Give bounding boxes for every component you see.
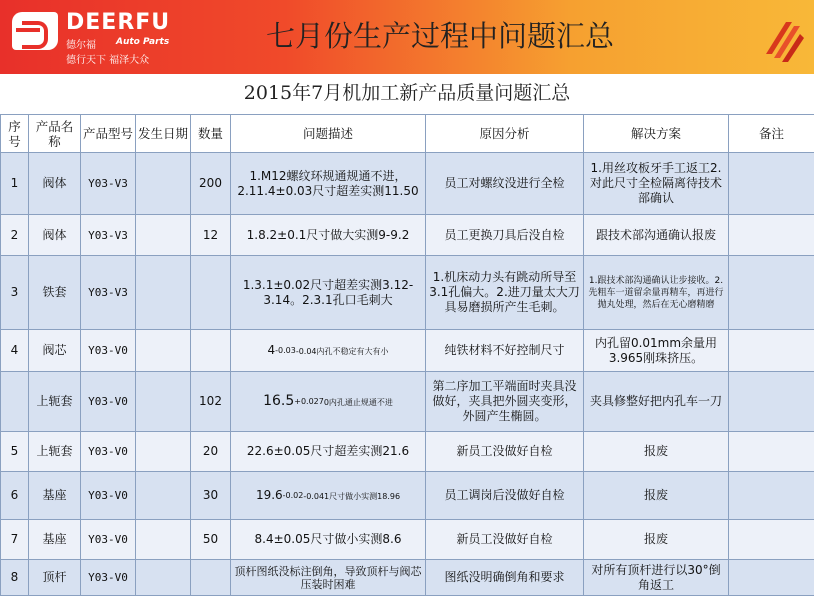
cell-model: Y03-V0 bbox=[81, 432, 136, 472]
table-row bbox=[1, 560, 814, 596]
cell-date bbox=[136, 256, 191, 330]
cell-note bbox=[729, 432, 814, 472]
table-row bbox=[1, 256, 814, 330]
cell-name: 基座 bbox=[29, 520, 81, 560]
table-row bbox=[1, 330, 814, 372]
cell-no: 7 bbox=[1, 520, 29, 560]
desc-tolerance-lower: -0.04内孔不稳定有大有小 bbox=[295, 346, 389, 356]
cell-desc bbox=[231, 472, 426, 520]
cell-model: Y03-V0 bbox=[81, 520, 136, 560]
cell-name: 上轭套 bbox=[29, 432, 81, 472]
desc-tolerance-lower: 0内孔通止规通不进 bbox=[323, 397, 393, 407]
cell-cause: 纯铁材料不好控制尺寸 bbox=[426, 330, 584, 372]
cell-desc bbox=[231, 372, 426, 432]
col-header-qty: 数量 bbox=[191, 115, 231, 153]
cell-date bbox=[136, 520, 191, 560]
cell-date bbox=[136, 372, 191, 432]
desc-base: 16.5 bbox=[263, 392, 295, 409]
cell-no: 6 bbox=[1, 472, 29, 520]
cell-cause: 新员工没做好自检 bbox=[426, 520, 584, 560]
col-header-cause: 原因分析 bbox=[426, 115, 584, 153]
cell-qty bbox=[191, 560, 231, 596]
cell-no: 8 bbox=[1, 560, 29, 596]
cell-solution: 1.用丝攻板牙手工返工2.对此尺寸全检隔离待技术部确认 bbox=[584, 153, 729, 215]
desc-tolerance-upper: -0.02 bbox=[282, 490, 304, 500]
cell-cause: 图纸没明确倒角和要求 bbox=[426, 560, 584, 596]
cell-cause: 员工调岗后没做好自检 bbox=[426, 472, 584, 520]
cell-desc: 1.3.1±0.02尺寸超差实测3.12-3.14。2.3.1孔口毛刺大 bbox=[231, 256, 426, 330]
cell-solution: 1.跟技术部沟通确认让步接收。2.先粗车一道留余量再精车，再进行抛丸处理，然后在无心磨精磨 bbox=[584, 256, 729, 330]
table-row bbox=[1, 372, 814, 432]
cell-name: 阀芯 bbox=[29, 330, 81, 372]
logo-emblem-icon bbox=[12, 12, 58, 50]
cell-note bbox=[729, 215, 814, 256]
cell-model: Y03-V3 bbox=[81, 256, 136, 330]
cell-cause: 新员工没做好自检 bbox=[426, 432, 584, 472]
cell-solution: 内孔留0.01mm余量用3.965刚珠挤压。 bbox=[584, 330, 729, 372]
cell-desc: 1.M12螺纹环规通规通不进，2.11.4±0.03尺寸超差实测11.50 bbox=[231, 153, 426, 215]
cell-name: 阀体 bbox=[29, 215, 81, 256]
cell-qty: 102 bbox=[191, 372, 231, 432]
col-header-note: 备注 bbox=[729, 115, 814, 153]
cell-no: 4 bbox=[1, 330, 29, 372]
cell-desc: 8.4±0.05尺寸做小实测8.6 bbox=[231, 520, 426, 560]
cell-model: Y03-V0 bbox=[81, 472, 136, 520]
table-row bbox=[1, 432, 814, 472]
cell-solution: 报废 bbox=[584, 472, 729, 520]
desc-tolerance-upper: +0.027 bbox=[294, 396, 324, 406]
cell-model: Y03-V0 bbox=[81, 372, 136, 432]
cell-date bbox=[136, 153, 191, 215]
cell-solution: 跟技术部沟通确认报废 bbox=[584, 215, 729, 256]
cell-no: 2 bbox=[1, 215, 29, 256]
cell-note bbox=[729, 330, 814, 372]
cell-desc: 1.8.2±0.1尺寸做大实测9-9.2 bbox=[231, 215, 426, 256]
cell-no: 3 bbox=[1, 256, 29, 330]
table-row bbox=[1, 153, 814, 215]
cell-model: Y03-V3 bbox=[81, 153, 136, 215]
corner-logo-icon bbox=[756, 14, 806, 64]
cell-qty bbox=[191, 256, 231, 330]
col-header-model: 产品型号 bbox=[81, 115, 136, 153]
cell-qty: 12 bbox=[191, 215, 231, 256]
cell-no bbox=[1, 372, 29, 432]
cell-cause: 第二序加工平端面时夹具没做好，夹具把外圆夹变形，外圆产生椭圆。 bbox=[426, 372, 584, 432]
cell-qty bbox=[191, 330, 231, 372]
cell-model: Y03-V3 bbox=[81, 215, 136, 256]
cell-name: 铁套 bbox=[29, 256, 81, 330]
cell-note bbox=[729, 472, 814, 520]
cell-qty: 50 bbox=[191, 520, 231, 560]
brand-name: DEERFU bbox=[66, 10, 171, 35]
cell-name: 顶杆 bbox=[29, 560, 81, 596]
table-row bbox=[1, 520, 814, 560]
brand-slogan: 德行天下 福泽大众 bbox=[66, 55, 150, 66]
cell-no: 5 bbox=[1, 432, 29, 472]
brand-en: Auto Parts bbox=[116, 37, 170, 47]
cell-cause: 1.机床动力头有跳动所导至3.1孔偏大。2.进刀量太大刀具易磨损所产生毛刺。 bbox=[426, 256, 584, 330]
table-subtitle: 2015年7月机加工新产品质量问题汇总 bbox=[243, 82, 571, 104]
cell-date bbox=[136, 330, 191, 372]
brand-cn: 德尔福 bbox=[66, 40, 96, 51]
col-header-name: 产品名称 bbox=[29, 115, 81, 153]
cell-desc: 22.6±0.05尺寸超差实测21.6 bbox=[231, 432, 426, 472]
desc-base: 4 bbox=[267, 342, 276, 357]
cell-name: 阀体 bbox=[29, 153, 81, 215]
col-header-no: 序号 bbox=[1, 115, 29, 153]
cell-date bbox=[136, 215, 191, 256]
desc-tolerance-upper: -0.03 bbox=[275, 345, 296, 355]
cell-date bbox=[136, 472, 191, 520]
cell-solution: 对所有顶杆进行以30°倒角返工 bbox=[584, 560, 729, 596]
table-header-row bbox=[1, 115, 814, 153]
cell-name: 上轭套 bbox=[29, 372, 81, 432]
cell-qty: 200 bbox=[191, 153, 231, 215]
desc-tolerance-lower: -0.041尺寸做小实测18.96 bbox=[303, 491, 401, 501]
cell-solution: 报废 bbox=[584, 432, 729, 472]
cell-note bbox=[729, 560, 814, 596]
cell-model: Y03-V0 bbox=[81, 330, 136, 372]
header-banner bbox=[0, 0, 814, 74]
cell-qty: 30 bbox=[191, 472, 231, 520]
cell-name: 基座 bbox=[29, 472, 81, 520]
cell-note bbox=[729, 520, 814, 560]
col-header-date: 发生日期 bbox=[136, 115, 191, 153]
deerfu-logo bbox=[12, 10, 182, 66]
cell-solution: 夹具修整好把内孔车一刀 bbox=[584, 372, 729, 432]
cell-cause: 员工更换刀具后没自检 bbox=[426, 215, 584, 256]
cell-date bbox=[136, 560, 191, 596]
cell-solution: 报废 bbox=[584, 520, 729, 560]
cell-note bbox=[729, 153, 814, 215]
cell-note bbox=[729, 372, 814, 432]
cell-date bbox=[136, 432, 191, 472]
quality-issues-table bbox=[0, 114, 814, 596]
table-row bbox=[1, 472, 814, 520]
cell-cause: 员工对螺纹没进行全检 bbox=[426, 153, 584, 215]
desc-base: 19.6 bbox=[255, 487, 283, 502]
col-header-solution: 解决方案 bbox=[584, 115, 729, 153]
cell-desc: 顶杆图纸没标注倒角，导致顶杆与阀芯压装时困难 bbox=[231, 560, 426, 596]
cell-note bbox=[729, 256, 814, 330]
cell-desc bbox=[231, 330, 426, 372]
page-title: 七月份生产过程中问题汇总 bbox=[265, 19, 614, 53]
cell-model: Y03-V0 bbox=[81, 560, 136, 596]
col-header-desc: 问题描述 bbox=[231, 115, 426, 153]
cell-qty: 20 bbox=[191, 432, 231, 472]
table-row bbox=[1, 215, 814, 256]
cell-no: 1 bbox=[1, 153, 29, 215]
